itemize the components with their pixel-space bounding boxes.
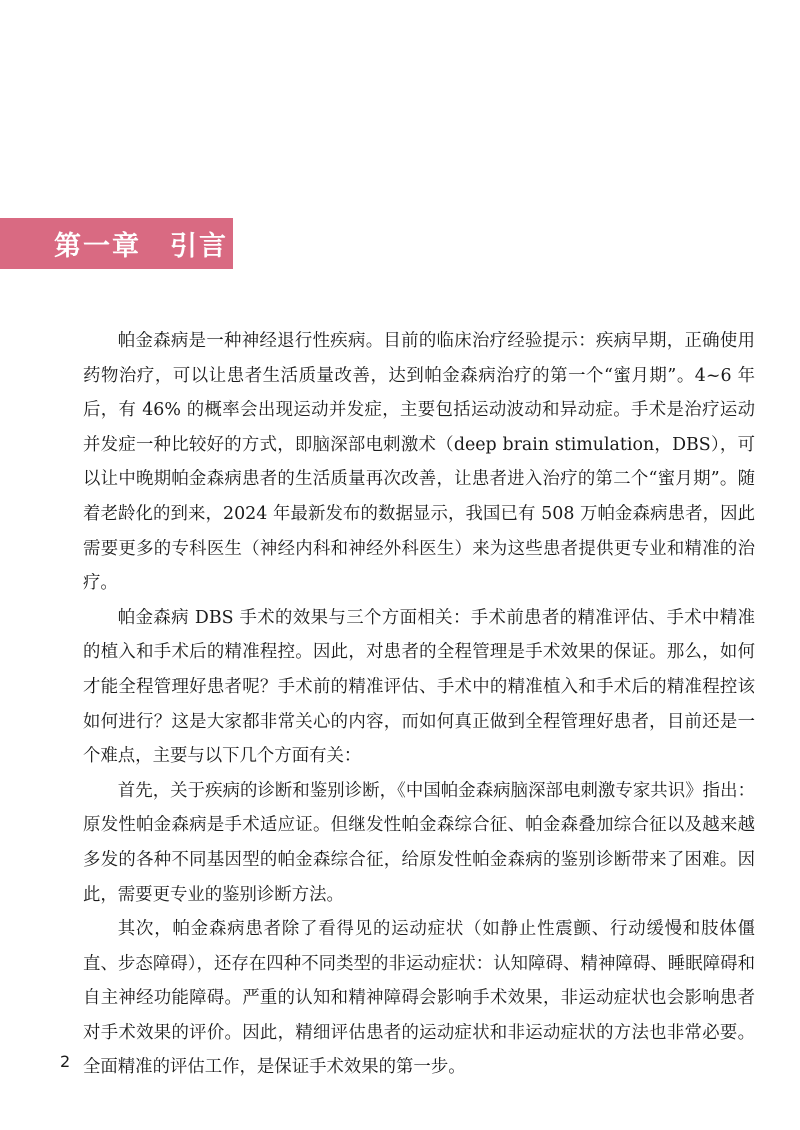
paragraph-1: 帕金森病是一种神经退行性疾病。目前的临床治疗经验提示：疾病早期，正确使用药物治疗，可以让患者生活质量改善，达到帕金森病治疗的第一个“蜜月期”。4~6 年后，有 46% 的概率会出现运动并发症，主要包括运动波动和异动症。手术是治疗运动并发症一种比较好的方式，即脑深部电刺激术（deep brain stimulation，DBS），可以让中晚期帕金森病患者的生活质量再次改善，让患者进入治疗的第二个“蜜月期”。随着老龄化的到来，2024 年最新发布的数据显示，我国已有 508 万帕金森病患者，因此需要更多的专科医生（神经内科和神经外科医生）来为这些患者提供更专业和精准的治疗。 xyxy=(83,331,755,594)
chapter-banner xyxy=(0,218,233,269)
page-number: 2 xyxy=(60,1052,71,1071)
body-text xyxy=(83,324,755,1085)
paragraph-3: 首先，关于疾病的诊断和鉴别诊断，《中国帕金森病脑深部电刺激专家共识》指出：原发性帕金森病是手术适应证。但继发性帕金森综合征、帕金森叠加综合征以及越来越多发的各种不同基因型的帕金森综合征，给原发性帕金森病的鉴别诊断带来了困难。因此，需要更专业的鉴别诊断方法。 xyxy=(83,780,755,905)
paragraph-4: 其次，帕金森病患者除了看得见的运动症状（如静止性震颤、行动缓慢和肢体僵直、步态障碍），还存在四种不同类型的非运动症状：认知障碍、精神障碍、睡眠障碍和自主神经功能障碍。严重的认知和精神障碍会影响手术效果，非运动症状也会影响患者对手术效果的评价。因此，精细评估患者的运动症状和非运动症状的方法也非常必要。全面精准的评估工作，是保证手术效果的第一步。 xyxy=(83,919,755,1078)
chapter-title: 第一章 引言 xyxy=(54,231,228,262)
paragraph-2: 帕金森病 DBS 手术的效果与三个方面相关：手术前患者的精准评估、手术中精准的植入和手术后的精准程控。因此，对患者的全程管理是手术效果的保证。那么，如何才能全程管理好患者呢？手术前的精准评估、手术中的精准植入和手术后的精准程控该如何进行？这是大家都非常关心的内容，而如何真正做到全程管理好患者，目前还是一个难点，主要与以下几个方面有关： xyxy=(83,607,755,767)
